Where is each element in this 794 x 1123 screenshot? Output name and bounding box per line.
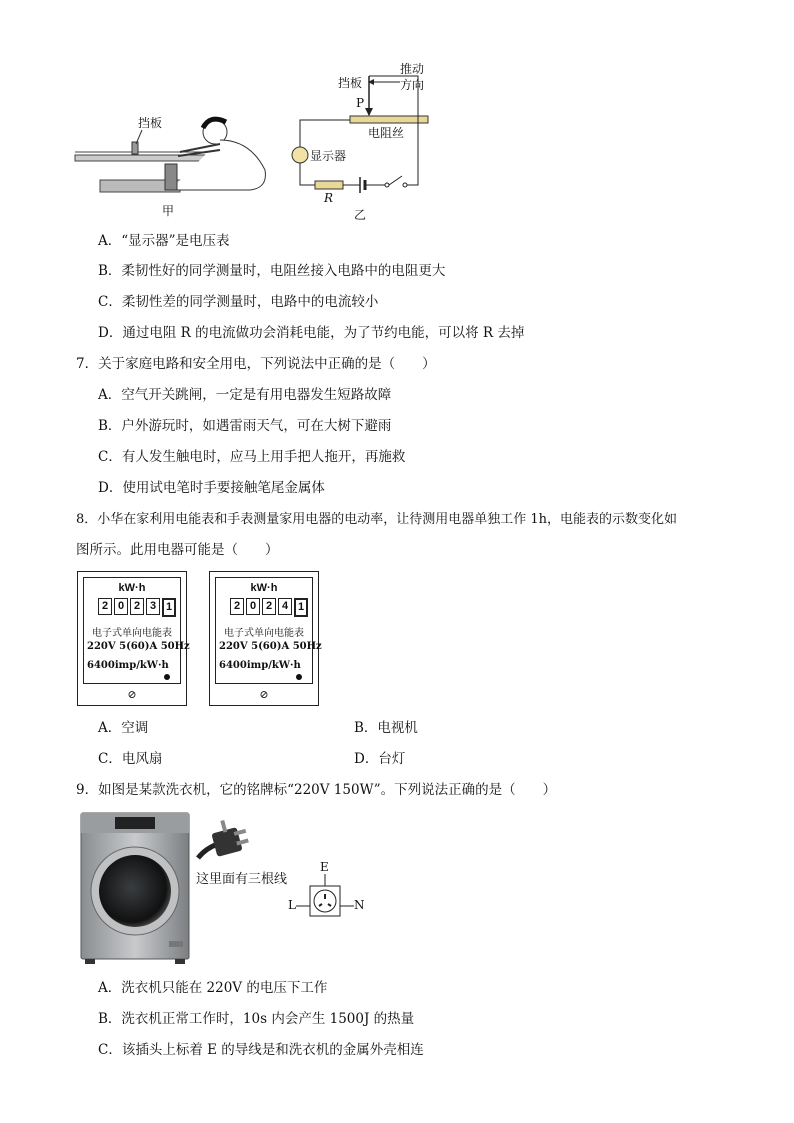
q6-option-a: A．“显示器”是电压表 — [98, 233, 230, 249]
meter-screw-icon: ⊘ — [127, 688, 137, 701]
socket-diagram — [288, 860, 368, 924]
q6-option-c: C．柔韧性差的同学测量时，电路中的电流较小 — [98, 294, 379, 310]
meter-digit: 2 — [98, 598, 112, 615]
meter-digits — [98, 598, 176, 617]
yi-baffle-label: 挡板 — [338, 76, 363, 90]
meter-digit: 2 — [230, 598, 244, 615]
meter-digits — [230, 598, 308, 617]
q8-stem-line2: 图所示。此用电器可能是（ ） — [76, 542, 279, 558]
figure-yi — [290, 58, 450, 223]
q8-stem-line1: 8．小华在家利用电能表和手表测量家用电器的电动率，让待测用电器单独工作 1h，电能表的示数变化如 — [76, 512, 678, 527]
yi-direction-label: 方向 — [400, 78, 425, 92]
q9-option-a: A．洗衣机只能在 220V 的电压下工作 — [98, 980, 328, 996]
q8-option-a: A．空调 — [98, 720, 149, 736]
meter-spec: 220V 5(60)A 50Hz — [87, 641, 190, 652]
yi-wire-label: 电阻丝 — [368, 126, 405, 140]
meter-digit: 2 — [130, 598, 144, 615]
jia-caption: 甲 — [162, 204, 175, 218]
q9-option-c: C．该插头上标着 E 的导线是和洗衣机的金属外壳相连 — [98, 1042, 424, 1058]
yi-caption: 乙 — [354, 208, 367, 222]
yi-display-label: 显示器 — [310, 149, 347, 163]
meter-imp: 6400imp/kW·h — [219, 660, 301, 671]
socket-n-label: N — [354, 898, 365, 912]
plug-icon — [196, 818, 256, 868]
yi-push-label: 推动 — [400, 62, 425, 76]
socket-l-label: L — [288, 898, 296, 912]
figure-jia — [70, 100, 280, 220]
socket-e-label: E — [320, 860, 329, 874]
energy-meter-after — [209, 571, 322, 706]
meter-indicator-led — [296, 674, 302, 680]
meter-unit: kW·h — [250, 582, 278, 594]
jia-baffle-label: 挡板 — [138, 116, 163, 130]
stretch-test-illustration — [70, 100, 280, 220]
meter-spec: 220V 5(60)A 50Hz — [219, 641, 322, 652]
meter-digit: 4 — [278, 598, 292, 615]
meter-name: 电子式单向电能表 — [224, 628, 304, 639]
meter-digit: 0 — [114, 598, 128, 615]
meter-name: 电子式单向电能表 — [92, 628, 172, 639]
q6-option-b: B．柔韧性好的同学测量时，电阻丝接入电路中的电阻更大 — [98, 263, 446, 279]
q8-option-d: D．台灯 — [354, 751, 406, 767]
yi-r-label: R — [324, 191, 334, 205]
q7-option-b: B．户外游玩时，如遇雷雨天气，可在大树下避雨 — [98, 418, 392, 434]
washing-machine-icon — [79, 811, 191, 965]
q7-option-a: A．空气开关跳闸，一定是有用电器发生短路故障 — [98, 387, 392, 403]
meter-digit-decimal: 1 — [162, 598, 176, 617]
q7-stem: 7．关于家庭电路和安全用电，下列说法中正确的是（ ） — [76, 356, 436, 372]
meter-digit: 0 — [246, 598, 260, 615]
washing-machine-image — [79, 811, 191, 965]
q8-option-c: C．电风扇 — [98, 751, 163, 767]
q7-option-d: D．使用试电笔时手要接触笔尾金属体 — [98, 480, 325, 496]
energy-meter-before — [77, 571, 190, 706]
meter-screw-icon: ⊘ — [259, 688, 269, 701]
q9-option-b: B．洗衣机正常工作时，10s 内会产生 1500J 的热量 — [98, 1011, 415, 1027]
plug-caption: 这里面有三根线 — [196, 872, 288, 887]
yi-p-label: P — [356, 96, 365, 110]
q9-stem: 9．如图是某款洗衣机，它的铭牌标“220V 150W”。下列说法正确的是（ ） — [76, 782, 557, 798]
q7-option-c: C．有人发生触电时，应马上用手把人拖开，再施救 — [98, 449, 406, 465]
meter-imp: 6400imp/kW·h — [87, 660, 169, 671]
plug-image — [196, 818, 256, 868]
q8-option-b: B．电视机 — [354, 720, 418, 736]
q6-option-d: D．通过电阻 R 的电流做功会消耗电能，为了节约电能，可以将 R 去掉 — [98, 325, 525, 341]
meter-digit: 2 — [262, 598, 276, 615]
meter-digit-decimal: 1 — [294, 598, 308, 617]
meter-digit: 3 — [146, 598, 160, 615]
meter-unit: kW·h — [118, 582, 146, 594]
meter-indicator-led — [164, 674, 170, 680]
